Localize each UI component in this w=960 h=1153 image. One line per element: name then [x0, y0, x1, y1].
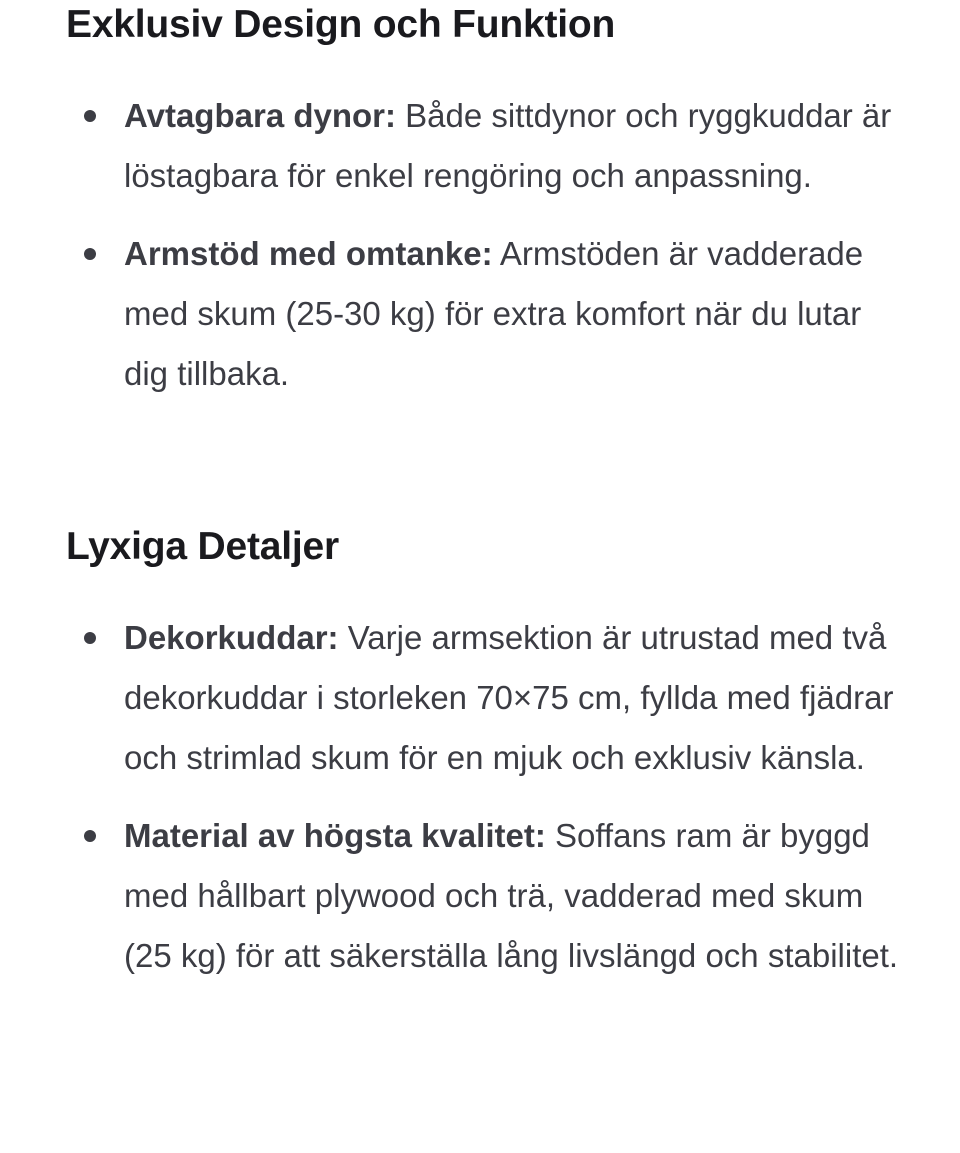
list-item [66, 224, 910, 404]
section-heading: Exklusiv Design och Funktion [66, 3, 616, 46]
item-label: Avtagbara dynor: [124, 97, 396, 134]
item-text: Soffans ram är byggd med hållbart plywood och trä, vadderad med skum (25 kg) för att säkerställa lång livslängd och stabilitet. [124, 817, 899, 974]
list-item [66, 608, 910, 788]
list-item [66, 86, 910, 206]
section-design-function [66, 0, 910, 404]
bullet-icon [84, 830, 96, 842]
item-label: Material av högsta kvalitet: [124, 817, 546, 854]
section-heading: Lyxiga Detaljer [66, 525, 340, 568]
list-item [66, 806, 910, 986]
bullet-icon [84, 110, 96, 122]
item-text: Varje armsektion är utrustad med två dekorkuddar i storleken 70×75 cm, fyllda med fjädrar och strimlad skum för en mjuk och exklusiv känsla. [124, 619, 894, 776]
feature-list [66, 608, 910, 986]
section-luxury-details [66, 522, 910, 986]
bullet-icon [84, 632, 96, 644]
item-label: Dekorkuddar: [124, 619, 339, 656]
item-label: Armstöd med omtanke: [124, 235, 493, 272]
item-text: Både sittdynor och ryggkuddar är löstagbara för enkel rengöring och anpassning. [124, 97, 892, 194]
item-text: Armstöden är vadderade med skum (25-30 kg) för extra komfort när du lutar dig tillbaka. [124, 235, 864, 392]
bullet-icon [84, 248, 96, 260]
feature-list [66, 86, 910, 404]
